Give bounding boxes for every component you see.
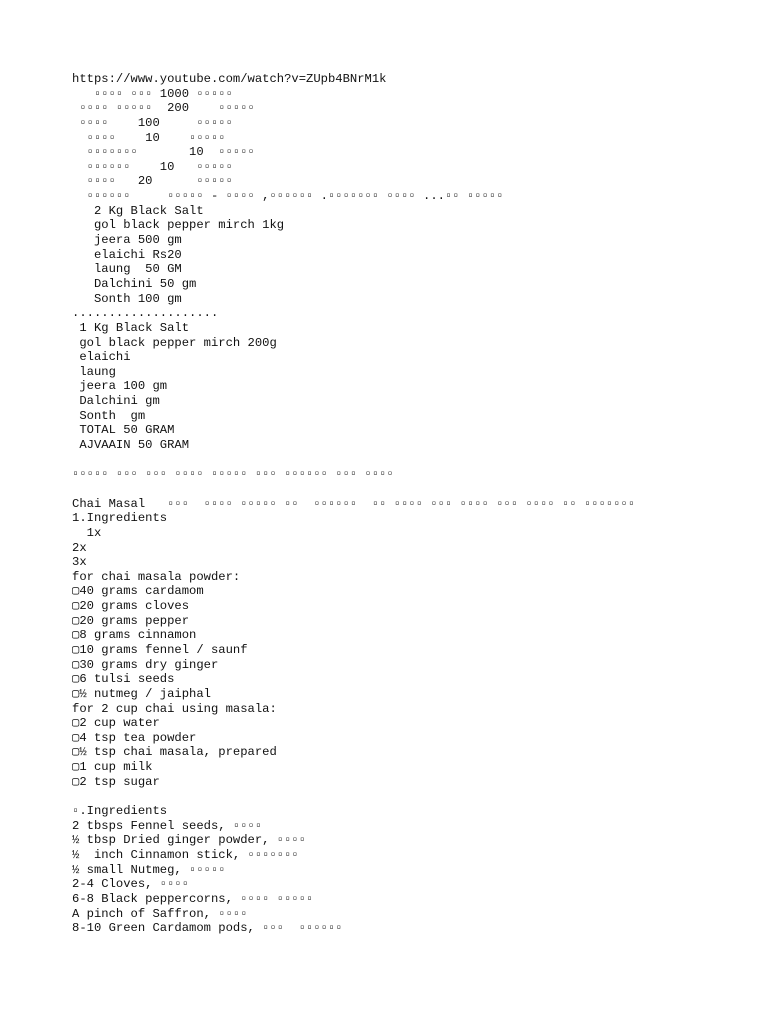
text-line: AJVAAIN 50 GRAM <box>72 438 190 453</box>
text-line: ½ inch Cinnamon stick, ▫▫▫▫▫▫▫ <box>72 847 299 862</box>
text-line: 8-10 Green Cardamom pods, ▫▫▫ ▫▫▫▫▫▫ <box>72 921 343 936</box>
text-line: .................... <box>72 306 219 321</box>
text-line: jeera 100 gm <box>72 379 168 394</box>
text-line: ▢6 tulsi seeds <box>72 672 175 687</box>
text-line: 6-8 Black peppercorns, ▫▫▫▫ ▫▫▫▫▫ <box>72 891 314 906</box>
text-line: 1.Ingredients <box>72 511 168 526</box>
text-line: ▫▫▫▫ 20 ▫▫▫▫▫ <box>72 174 233 189</box>
text-line: 2 Kg Black Salt <box>72 203 204 218</box>
text-line: Sonth gm <box>72 408 146 423</box>
text-line: laung <box>72 364 116 379</box>
text-line: ▢30 grams dry ginger <box>72 657 219 672</box>
document-page <box>72 72 732 936</box>
text-line: ▫▫▫▫▫▫▫ 10 ▫▫▫▫▫ <box>72 145 255 160</box>
text-line: ▢½ nutmeg / jaiphal <box>72 686 211 701</box>
text-line: 3x <box>72 555 87 570</box>
text-line: ▫▫▫▫▫▫ ▫▫▫▫▫ - ▫▫▫▫ ,▫▫▫▫▫▫ .▫▫▫▫▫▫▫ ▫▫▫▫ ...▫▫ ▫▫▫▫▫ <box>72 189 504 204</box>
text-line: Chai Masal ▫▫▫ ▫▫▫▫ ▫▫▫▫▫ ▫▫ ▫▫▫▫▫▫ ▫▫ ▫▫▫▫ ▫▫▫ ▫▫▫▫ ▫▫▫ ▫▫▫▫ ▫▫ ▫▫▫▫▫▫▫ <box>72 496 636 511</box>
text-line: 2x <box>72 540 87 555</box>
text-line: https://www.youtube.com/watch?v=ZUpb4BNrM1k <box>72 72 387 86</box>
text-line: ▢10 grams fennel / saunf <box>72 642 248 657</box>
text-line: jeera 500 gm <box>72 233 182 248</box>
text-line: Sonth 100 gm <box>72 291 182 306</box>
text-line: ▫▫▫▫▫▫ 10 ▫▫▫▫▫ <box>72 159 233 174</box>
text-line: ▢2 cup water <box>72 716 160 731</box>
text-line: ▢4 tsp tea powder <box>72 730 197 745</box>
text-line: gol black pepper mirch 1kg <box>72 218 285 233</box>
text-line <box>72 453 732 468</box>
text-line: 1x <box>72 525 102 540</box>
text-line: ▫▫▫▫ 10 ▫▫▫▫▫ <box>72 130 226 145</box>
text-line: ▢20 grams pepper <box>72 613 190 628</box>
text-line: ½ tbsp Dried ginger powder, ▫▫▫▫ <box>72 833 307 848</box>
text-line: ▫.Ingredients <box>72 804 168 819</box>
text-line: Dalchini 50 gm <box>72 276 197 291</box>
text-line: A pinch of Saffron, ▫▫▫▫ <box>72 906 248 921</box>
text-line: ▫▫▫▫ ▫▫▫▫▫ 200 ▫▫▫▫▫ <box>72 101 255 116</box>
text-line: ▫▫▫▫ ▫▫▫ 1000 ▫▫▫▫▫ <box>72 86 233 101</box>
text-line <box>72 789 732 804</box>
text-line: ▢2 tsp sugar <box>72 774 160 789</box>
text-line: ½ small Nutmeg, ▫▫▫▫▫ <box>72 862 226 877</box>
text-line: ▫▫▫▫ 100 ▫▫▫▫▫ <box>72 115 233 130</box>
text-line: ▢1 cup milk <box>72 760 153 775</box>
text-line: gol black pepper mirch 200g <box>72 335 277 350</box>
text-line: elaichi Rs20 <box>72 247 182 262</box>
text-line: elaichi <box>72 350 131 365</box>
text-line: ▢½ tsp chai masala, prepared <box>72 745 277 760</box>
text-line: 1 Kg Black Salt <box>72 320 190 335</box>
text-line: 2 tbsps Fennel seeds, ▫▫▫▫ <box>72 818 263 833</box>
text-line: laung 50 GM <box>72 262 182 277</box>
text-line: for 2 cup chai using masala: <box>72 701 277 716</box>
text-line: ▢20 grams cloves <box>72 599 190 614</box>
text-line: ▢8 grams cinnamon <box>72 628 197 643</box>
text-line: TOTAL 50 GRAM <box>72 423 175 438</box>
text-line: ▢40 grams cardamom <box>72 584 204 599</box>
text-line: 2-4 Cloves, ▫▫▫▫ <box>72 877 190 892</box>
text-line: ▫▫▫▫▫ ▫▫▫ ▫▫▫ ▫▫▫▫ ▫▫▫▫▫ ▫▫▫ ▫▫▫▫▫▫ ▫▫▫ ▫▫▫▫ <box>72 467 394 482</box>
text-line: for chai masala powder: <box>72 569 241 584</box>
text-line: Dalchini gm <box>72 394 160 409</box>
text-line <box>72 482 732 497</box>
